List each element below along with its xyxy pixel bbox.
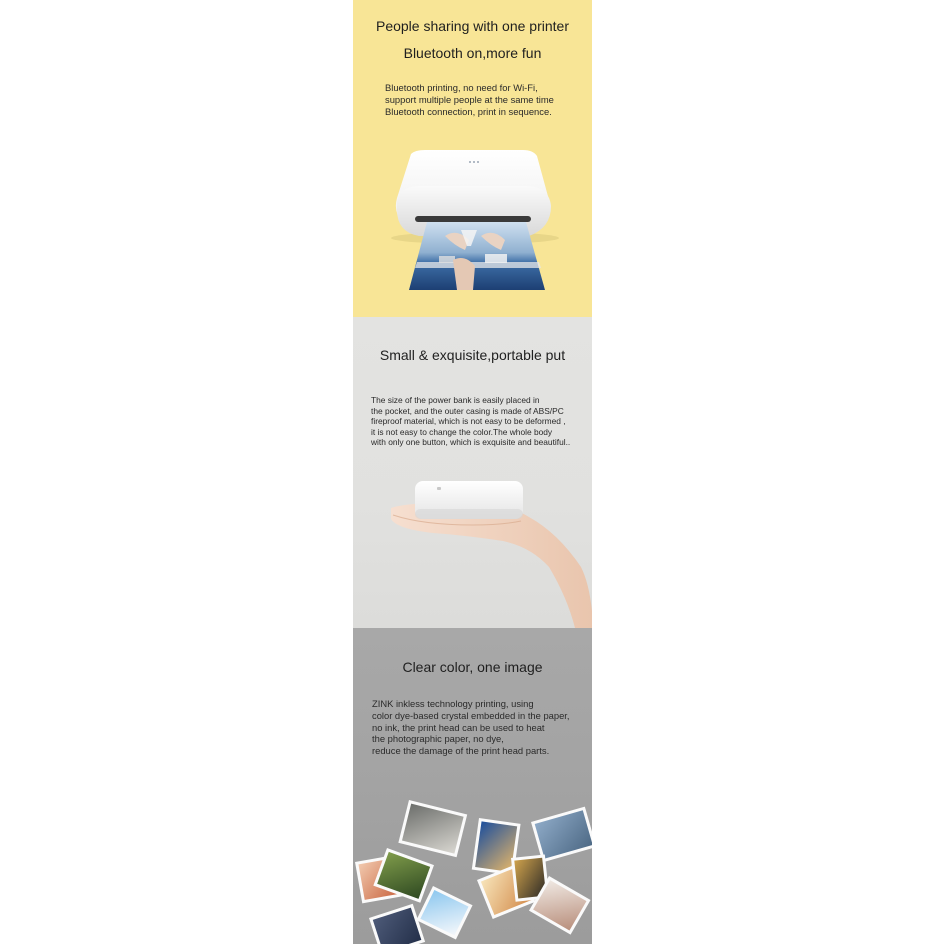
printer-on-palm-illustration bbox=[353, 467, 592, 628]
bluetooth-sharing-panel bbox=[353, 0, 592, 317]
panel-heading: Clear color, one image bbox=[402, 659, 543, 675]
product-image-strip bbox=[353, 0, 592, 944]
clear-color-panel bbox=[353, 628, 592, 944]
photo-print bbox=[531, 807, 592, 863]
panel-heading: Small & exquisite,portable put bbox=[379, 347, 566, 363]
panel-description: The size of the power bank is easily placed in the pocket, and the outer casing is made of ABS/PC fireproof material, which is not easy to be deformed , it is not easy to change the color.The whole body with only one button, which is exquisite and beautiful.. bbox=[371, 395, 571, 448]
panel-subheading: Bluetooth on,more fun bbox=[403, 45, 542, 61]
portable-size-panel bbox=[353, 317, 592, 628]
paper-slot bbox=[415, 216, 531, 222]
open-hand bbox=[391, 504, 592, 628]
printer-printing-photo-illustration bbox=[353, 150, 592, 295]
printed-photo bbox=[409, 222, 545, 290]
panel-description: Bluetooth printing, no need for Wi-Fi, support multiple people at the same time Bluetooth connection, print in sequence. bbox=[385, 82, 554, 117]
photo-print bbox=[398, 800, 467, 857]
panel-heading: People sharing with one printer bbox=[375, 18, 569, 34]
photo-print bbox=[416, 886, 472, 939]
photo-print bbox=[369, 904, 425, 944]
scattered-photo-prints-illustration bbox=[353, 788, 592, 944]
panel-description: ZINK inkless technology printing, using color dye-based crystal embedded in the paper, no ink, the print head can be used to heat the photographic paper, no dye, reduce the damage of the print head parts. bbox=[372, 698, 570, 757]
